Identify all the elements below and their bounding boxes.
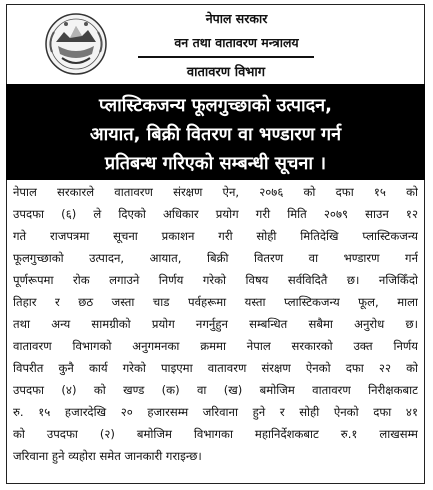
- title-line: प्रतिबन्ध गरिएको सम्बन्धी सूचना ।: [104, 153, 327, 174]
- title-line: आयात, बिक्री वितरण वा भण्डारण गर्न: [89, 124, 342, 145]
- notice-body: [13, 181, 418, 467]
- body-line: गते राजपत्रमा सूचना प्रकाशन गरी सोही मितिदेखि प्लास्टिकजन्य: [13, 229, 418, 243]
- body-line: उपदफा (४) को खण्ड (क) वा (ख) बमोजिम वातावरण निरीक्षकबाट: [13, 383, 418, 397]
- body-line: पूर्णरूपमा रोक लगाउने निर्णय गरेको विषय सर्वविदितै छ। नजिकिँदो: [13, 273, 418, 287]
- notice-title: [6, 84, 425, 180]
- body-line: जरिवाना हुने व्यहोरा समेत जानकारी गराइन्छ।: [13, 449, 202, 463]
- body-line: तिहार र छठ जस्ता चाड पर्वहरूमा यस्ता प्लास्टिकजन्य फूल, माला: [13, 295, 418, 309]
- ministry-name: वन तथा वातावरण मन्त्रालय: [174, 35, 299, 50]
- body-line: नेपाल सरकारले वातावरण संरक्षण ऐन, २०७६ को दफा १५ को: [13, 185, 418, 199]
- body-line: विपरीत कुनै कार्य गरेको पाइएमा वातावरण संरक्षण ऐनको दफा २२ को: [13, 361, 418, 375]
- body-line: तथा अन्य सामग्रीको प्रयोग नगर्नुहुन सम्बन्धित सबैमा अनुरोध छ।: [13, 317, 418, 331]
- body-line: उपदफा (६) ले दिएको अधिकार प्रयोग गरी मिति २०७९ साउन १२: [13, 207, 418, 221]
- department-name: वातावरण विभाग: [138, 56, 314, 87]
- title-line: प्लास्टिकजन्य फूलगुच्छाको उत्पादन,: [99, 95, 332, 116]
- government-name: नेपाल सरकार: [205, 11, 268, 26]
- body-line: को उपदफा (२) बमोजिम विभागका महानिर्देशकबाट रु.१ लाखसम्म: [13, 427, 418, 441]
- body-line: रु. १५ हजारदेखि २० हजारसम्म जरिवाना हुने र सोही ऐनको दफा ४१: [13, 405, 418, 419]
- body-line: फूलगुच्छाको उत्पादन, आयात, बिक्री वितरण वा भण्डारण गर्न: [13, 251, 418, 265]
- body-line: वातावरण विभागको अनुगमनका क्रममा नेपाल सरकारको उक्त निर्णय: [13, 339, 418, 353]
